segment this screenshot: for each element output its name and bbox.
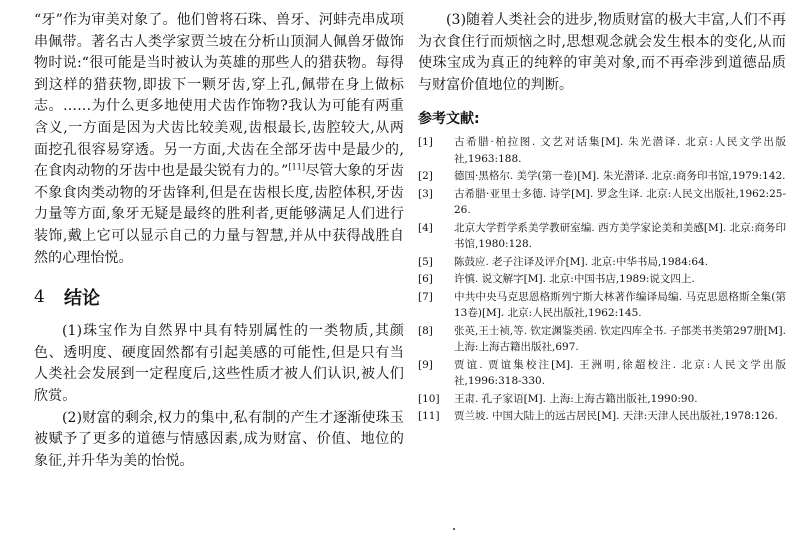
reference-item <box>418 168 786 185</box>
reference-item <box>418 220 786 253</box>
right-column <box>418 10 786 426</box>
references-heading: 参考文献: <box>418 111 480 128</box>
reference-item <box>418 289 786 322</box>
reference-item <box>418 391 786 408</box>
reference-number: [3] <box>418 187 433 200</box>
body-paragraph-1 <box>34 10 404 269</box>
reference-text: 陈鼓应. 老子注译及评介[M]. 北京:中华书局,1984:64. <box>454 255 709 268</box>
reference-number: [7] <box>418 290 433 303</box>
reference-text: 贾兰坡. 中国大陆上的远古居民[M]. 天津:天津人民出版社,1978:126. <box>454 410 778 423</box>
reference-number: [8] <box>418 324 433 337</box>
section-number: 4 <box>34 287 45 308</box>
reference-item <box>418 186 786 219</box>
reference-text: 古希腊·柏拉图. 文艺对话集[M]. 朱光潜译. 北京:人民文学出版社,1963:188. <box>454 136 786 165</box>
reference-text: 中共中央马克思恩格斯列宁斯大林著作编译局编. 马克思恩格斯全集(第13卷)[M]. 北京:人民出版社,1962:145. <box>454 290 786 320</box>
reference-number: [11] <box>418 410 440 423</box>
reference-number: [1] <box>418 136 433 149</box>
reference-text: 北京大学哲学系美学教研室编. 西方美学家论美和美感[M]. 北京:商务印书馆,1980:128. <box>454 221 786 251</box>
reference-item <box>418 408 786 425</box>
reference-text: 许慎. 说文解字[M]. 北京:中国书店,1989:说文四上. <box>454 273 695 286</box>
reference-item <box>418 134 786 167</box>
reference-number: [2] <box>418 170 433 183</box>
reference-item <box>418 357 786 390</box>
section-heading <box>34 283 404 311</box>
reference-item <box>418 271 786 288</box>
reference-number: [5] <box>418 255 433 268</box>
reference-text: 王肃. 孔子家语[M]. 上海:上海古籍出版社,1990:90. <box>454 392 698 405</box>
reference-number: [6] <box>418 273 433 286</box>
reference-text: 德国·黑格尔. 美学(第一卷)[M]. 朱光潜译. 北京:商务印书馆,1979:142. <box>454 170 786 183</box>
reference-item <box>418 323 786 356</box>
reference-text: 张英,王士祯,等. 钦定渊鉴类函. 钦定四库全书. 子部类书类第297册[M]. 上海:上海古籍出版社,697. <box>454 324 786 354</box>
paragraph-text: “牙”作为审美对象了。他们曾将石珠、兽牙、河蚌壳串成项串佩带。著名古人类学家贾兰坡在分析山顶洞人佩兽牙做饰物时说:“很可能是当时被认为英雄的那些人的猎获物。每得到这样的猎获物,即拔下一颗牙齿,穿上孔,佩带在身上做标志。……为什么更多地使用犬齿作饰物?我认为可能有两重含义,一方面是因为犬齿比较美观,齿根最长,齿腔较大,从两面挖孔很容易穿透。另一方面,犬齿在全部牙齿中是最少的,在食肉动物的牙齿中也是最尖锐有力的。” <box>34 12 404 180</box>
reference-item <box>418 254 786 271</box>
paragraph-text-continued: 尽管大象的牙齿不象食肉类动物的牙齿锋利,但是在齿根长度,齿腔体积,牙齿力量等方面,象牙无疑是最终的胜利者,更能够满足人们进行装饰,戴上它可以显示自己的力量与智慧,并从中获得战胜自然的心理怡悦。 <box>34 163 405 266</box>
reference-list <box>418 134 786 425</box>
reference-number: [4] <box>418 221 433 234</box>
section-title: 结论 <box>64 288 100 310</box>
reference-number: [10] <box>418 392 440 405</box>
reference-text: 古希腊·亚里士多德. 诗学[M]. 罗念生译. 北京:人民文出版社,1962:25-26. <box>454 187 786 217</box>
conclusion-point-2: (2)财富的剩余,权力的集中,私有制的产生才逐渐使珠玉被赋予了更多的道德与情感因素,成为财富、价值、地位的象征,并升华为美的怡悦。 <box>34 409 404 469</box>
left-column <box>34 10 404 472</box>
citation-superscript: [11] <box>288 162 306 172</box>
conclusion-point-1: (1)珠宝作为自然界中具有特别属性的一类物质,其颜色、透明度、硬度固然都有引起美感的可能性,但是只有当人类社会发展到一定程度后,这些性质才被人们认识,被人们欣赏。 <box>34 323 404 404</box>
page-mark <box>453 528 455 530</box>
reference-number: [9] <box>418 358 433 371</box>
reference-text: 贾谊. 贾谊集校注[M]. 王洲明,徐超校注. 北京:人民文学出版社,1996:318-330. <box>454 358 786 388</box>
conclusion-point-3: (3)随着人类社会的进步,物质财富的极大丰富,人们不再为衣食住行而烦恼之时,思想观念就会发生根本的变化,从而使珠宝成为真正的纯粹的审美对象,而不再牵涉到道德品质与财富价值地位的判断。 <box>418 12 786 93</box>
